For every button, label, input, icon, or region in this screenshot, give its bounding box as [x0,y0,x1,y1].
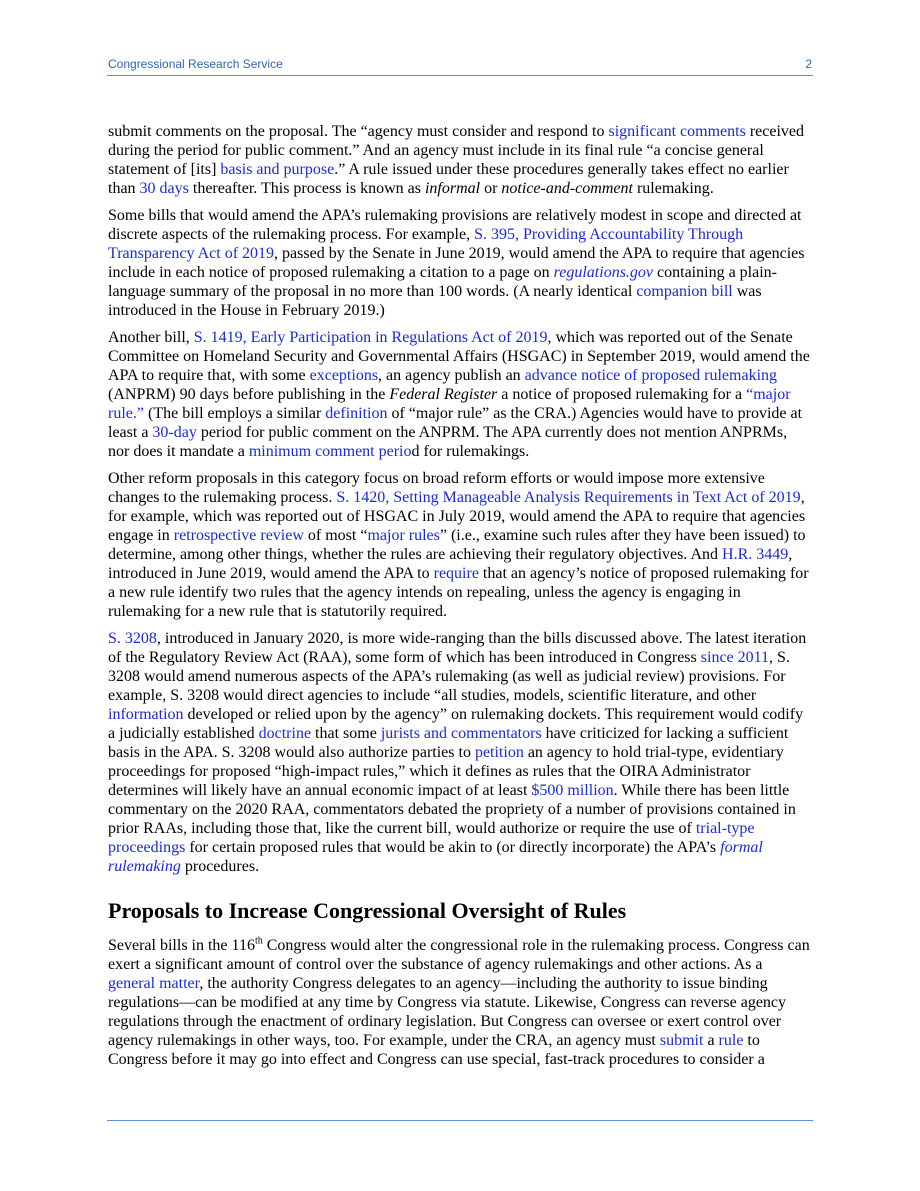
link-petition[interactable]: petition [474,744,524,761]
link-s-1419[interactable]: S. 1419, Early Participation in Regulations Act of 2019 [193,329,548,346]
text: , passed by the Senate in June 2019, would amend the APA to require that agencies include in each notice of proposed rulemaking a citation to a page on [108,245,805,281]
text: was introduced in the House in February 2019.) [108,283,762,319]
text: developed or relied upon by the agency” on rulemaking dockets. This requirement would codify a judicially established [108,706,804,742]
text: a [703,1032,719,1049]
paragraph-3 [108,328,812,461]
text: Congress would alter the congressional role in the rulemaking process. Congress can exert a significant amount of control over the substance of agency rulemakings and other actions. As a [108,937,810,973]
superscript: th [254,935,263,947]
text: (ANPRM) 90 days before publishing in the [108,386,390,403]
paragraph-2 [108,206,812,320]
link-500-million[interactable]: $500 million [531,782,614,799]
italic-text: informal [424,180,481,197]
paragraph-5 [108,629,812,876]
text: for certain proposed rules that would be akin to (or directly incorporate) the APA’s [185,839,721,856]
text: , S. 3208 would amend numerous aspects of the APA’s rulemaking (as well as judicial review) provisions. For example, S. 3208 would direct agencies to include “all studies, models, scientific literature, and other [108,649,790,704]
paragraph-6 [108,936,812,1069]
link-jurists-and-commentators[interactable]: jurists and commentators [380,725,542,742]
text: Another bill, [108,329,194,346]
link-companion-bill[interactable]: companion bill [636,283,733,300]
text: . While there has been little commentary on the 2020 RAA, commentators debated the propriety of a number of provisions contained in prior RAAs, including those that, like the current bill, would authorize or require the use of [108,782,796,837]
link-require[interactable]: require [433,565,479,582]
text: d for rulemakings. [411,443,530,460]
link-s-3208[interactable]: S. 3208 [108,630,157,647]
text: to Congress before it may go into effect and Congress can use special, fast-track procedures to consider a [108,1032,765,1068]
page-header [108,57,812,71]
text: procedures. [180,858,260,875]
text: that some [311,725,381,742]
text: .” A rule issued under these procedures generally takes effect no earlier than [108,161,789,197]
text: , an agency publish an [378,367,525,384]
text: or [480,180,502,197]
paragraph-1 [108,122,812,198]
link-formal-rulemaking[interactable]: formal rulemaking [108,839,763,875]
text: of most “ [303,527,368,544]
text: , which was reported out of the Senate Committee on Homeland Security and Governmental Affairs (HSGAC) in September 2019, would amend the APA to require that, with some [108,329,810,384]
link-significant-comments[interactable]: significant comments [608,123,746,140]
link-s-395[interactable]: S. 395, Providing Accountability Through Transparency Act of 2019 [108,226,744,262]
link-rule[interactable]: rule [718,1032,744,1049]
text: thereafter. This process is known as [188,180,425,197]
text: , the authority Congress delegates to an agency—including the authority to issue binding regulations—can be modified at any time by Congress via statute. Likewise, Congress can reverse agency regulations through the enactment of ordinary legislation. But Congress can oversee or exert control over agency rulemakings in other ways, too. For example, under the CRA, an agency must [108,975,787,1049]
text: a notice of proposed rulemaking for a [497,386,747,403]
link-exceptions[interactable]: exceptions [309,367,379,384]
text: , introduced in June 2019, would amend the APA to [108,546,793,582]
text: have criticized for lacking a sufficient basis in the APA. S. 3208 would also authorize parties to [108,725,789,761]
italic-text: notice-and-comment [501,180,633,197]
text: Some bills that would amend the APA’s rulemaking provisions are relatively modest in scope and directed at discrete aspects of the rulemaking process. For example, [108,207,802,243]
link-submit[interactable]: submit [659,1032,704,1049]
text: of “major rule” as the CRA.) Agencies would have to provide at least a [108,405,803,441]
text: Other reform proposals in this category focus on broad reform efforts or would impose more extensive changes to the rulemaking process. [108,470,765,506]
link-since-2011[interactable]: since 2011 [700,649,770,666]
link-30-days[interactable]: 30 days [139,180,189,197]
link-regulations-gov[interactable]: regulations.gov [553,264,654,281]
text: Several bills in the 116 [108,937,255,954]
text: submit comments on the proposal. The “agency must consider and respond to [108,123,609,140]
link-information[interactable]: information [108,706,184,723]
text: period for public comment on the ANPRM. The APA currently does not mention ANPRMs, nor does it mandate a [108,424,788,460]
text: ” (i.e., examine such rules after they have been issued) to determine, among other things, whether the rules are achieving their regulatory objectives. And [108,527,806,563]
header-org: Congressional Research Service [108,57,283,71]
section-heading: Proposals to Increase Congressional Oversight of Rules [108,898,627,923]
link-major-rule[interactable]: “major rule.” [108,386,791,422]
text: , for example, which was reported out of HSGAC in July 2019, would amend the APA to require that agencies engage in [108,489,806,544]
text: containing a plain-language summary of the proposal in no more than 100 words. (A nearly identical [108,264,777,300]
link-s-1420[interactable]: S. 1420, Setting Manageable Analysis Requirements in Text Act of 2019 [336,489,801,506]
link-definition[interactable]: definition [325,405,388,422]
header-rule [107,75,813,76]
link-minimum-comment-period[interactable]: minimum comment perio [248,443,412,460]
paragraph-4 [108,469,812,621]
text: (The bill employs a similar [143,405,326,422]
text: an agency to hold trial-type, evidentiary proceedings for proposed “high-impact rules,” which it defines as rules that the OIRA Administrator determines will likely have an annual economic impact of at least [108,744,784,799]
link-trial-type-proceedings[interactable]: trial-type proceedings [108,820,755,856]
link-30-day[interactable]: 30-day [152,424,197,441]
text: received during the period for public comment.” And an agency must include in its final rule “a concise general statement of [its] [108,123,804,178]
link-general-matter[interactable]: general matter [108,975,200,992]
link-retrospective-review[interactable]: retrospective review [173,527,304,544]
footer-rule [107,1120,813,1121]
page-number: 2 [805,57,812,71]
italic-text: Federal Register [389,386,498,403]
document-body [108,122,812,1077]
link-basis-and-purpose[interactable]: basis and purpose [220,161,335,178]
link-hr-3449[interactable]: H.R. 3449 [722,546,789,563]
text: rulemaking. [632,180,714,197]
link-doctrine[interactable]: doctrine [258,725,312,742]
text: , introduced in January 2020, is more wide-ranging than the bills discussed above. The latest iteration of the Regulatory Review Act (RAA), some form of which has been introduced in Congress [108,630,807,666]
link-anprm[interactable]: advance notice of proposed rulemaking [524,367,778,384]
text: that an agency’s notice of proposed rulemaking for a new rule identify two rules that the agency intends on repealing, unless the agency is engaging in rulemaking for a new rule that is statutorily required. [108,565,809,620]
link-major-rules[interactable]: major rules [367,527,440,544]
